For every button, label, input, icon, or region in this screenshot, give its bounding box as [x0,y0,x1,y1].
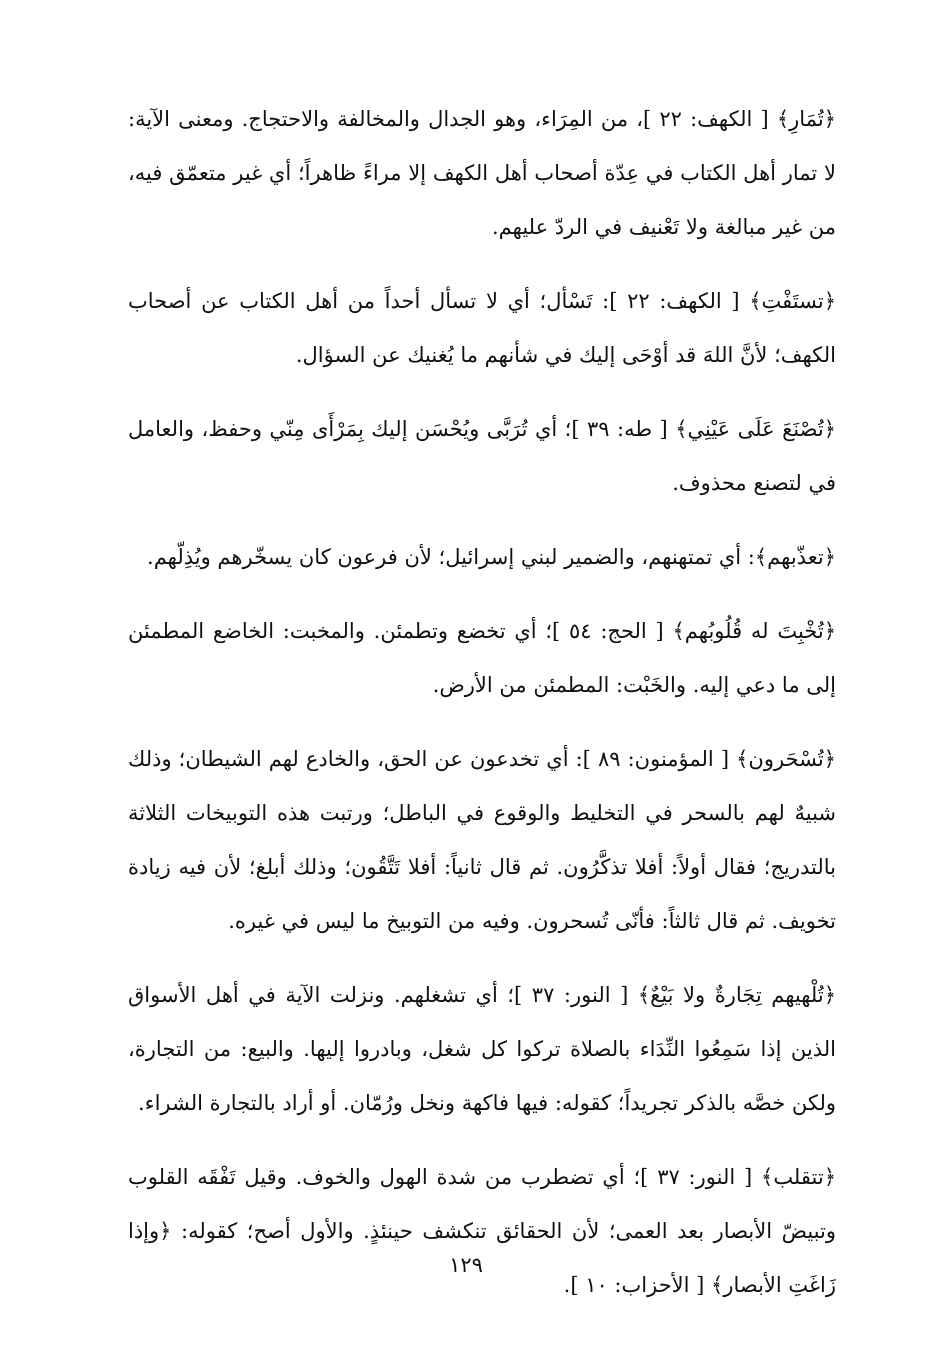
entry-tusnaa: ﴿تُصْنَعَ عَلَى عَيْنِي﴾ [ طه: ٣٩ ]؛ أي تُرَبَّى ويُحْسَن إليك بِمَرْأَى مِنّي وحفظ، والعامل في لتصنع محذوف. [128,417,836,495]
entry-tumari: ﴿تُمَارِ﴾ [ الكهف: ٢٢ ]، من المِرَاء، وهو الجدال والمخالفة والاحتجاج. ومعنى الآية: لا تمار أهل الكتاب في عِدّة أصحاب أهل الكهف إلا مراءً ظاهراً؛ أي غير متعمّق فيه، من غير مبالغة ولا تَعْنيف في الردّ عليهم. [128,107,836,239]
entry-tusharun: ﴿تُسْحَرون﴾ [ المؤمنون: ٨٩ ]: أي تخدعون عن الحق، والخادع لهم الشيطان؛ وذلك شبيهٌ لهم بالسحر في التخليط والوقوع في الباطل؛ ورتبت هذه التوبيخات الثلاثة بالتدريج؛ فقال أولاً: أفلا تذكَّرُون. ثم قال ثانياً: أفلا تَتَّقُون؛ وذلك أبلغ؛ لأن فيه زيادة تخويف. ثم قال ثالثاً: فأنّى تُسحرون. وفيه من التوبيخ ما ليس في غيره. [128,747,836,933]
entry-tulhihim: ﴿تُلْهيهم تِجَارةٌ ولا بَيْعٌ﴾ [ النور: ٣٧ ]؛ أي تشغلهم. ونزلت الآية في أهل الأسواق الذين إذا سَمِعُوا النِّدَاء بالصلاة تركوا كل شغل، وبادروا إليها. والبيع: من التجارة، ولكن خصَّه بالذكر تجريداً؛ كقوله: فيها فاكهة ونخل ورُمّان. أو أراد بالتجارة الشراء. [128,983,836,1115]
entry-tataqallab: ﴿تتقلب﴾ [ النور: ٣٧ ]؛ أي تضطرب من شدة الهول والخوف. وقيل تَفْقَه القلوب وتبيضّ الأبصار بعد العمى؛ لأن الحقائق تنكشف حينئذٍ. والأول أصح؛ كقوله: ﴿وإذا زَاغَتِ الأبصار﴾ [ الأحزاب: ١٠ ]. [128,1165,836,1297]
glossary-text [128,92,836,1332]
entry-tukhbita: ﴿تُخْبِتَ له قُلُوبُهم﴾ [ الحج: ٥٤ ]؛ أي تخضع وتطمئن. والمخبت: الخاضع المطمئن إلى ما دعي إليه. والخَبْت: المطمئن من الأرض. [128,619,836,697]
entry-tuadhibuhum: ﴿تعذّبهم﴾: أي تمتهنهم، والضمير لبني إسرائيل؛ لأن فرعون كان يسخّرهم ويُذِلّهم. [147,545,836,569]
entry-tastafti: ﴿تستَفْتِ﴾ [ الكهف: ٢٢ ]: تَسْأل؛ أي لا تسأل أحداً من أهل الكتاب عن أصحاب الكهف؛ لأنَّ اللهَ قد أوْحَى إليك في شأنهم ما يُغنيك عن السؤال. [128,289,836,367]
page-number: ١٢٩ [449,1253,483,1277]
